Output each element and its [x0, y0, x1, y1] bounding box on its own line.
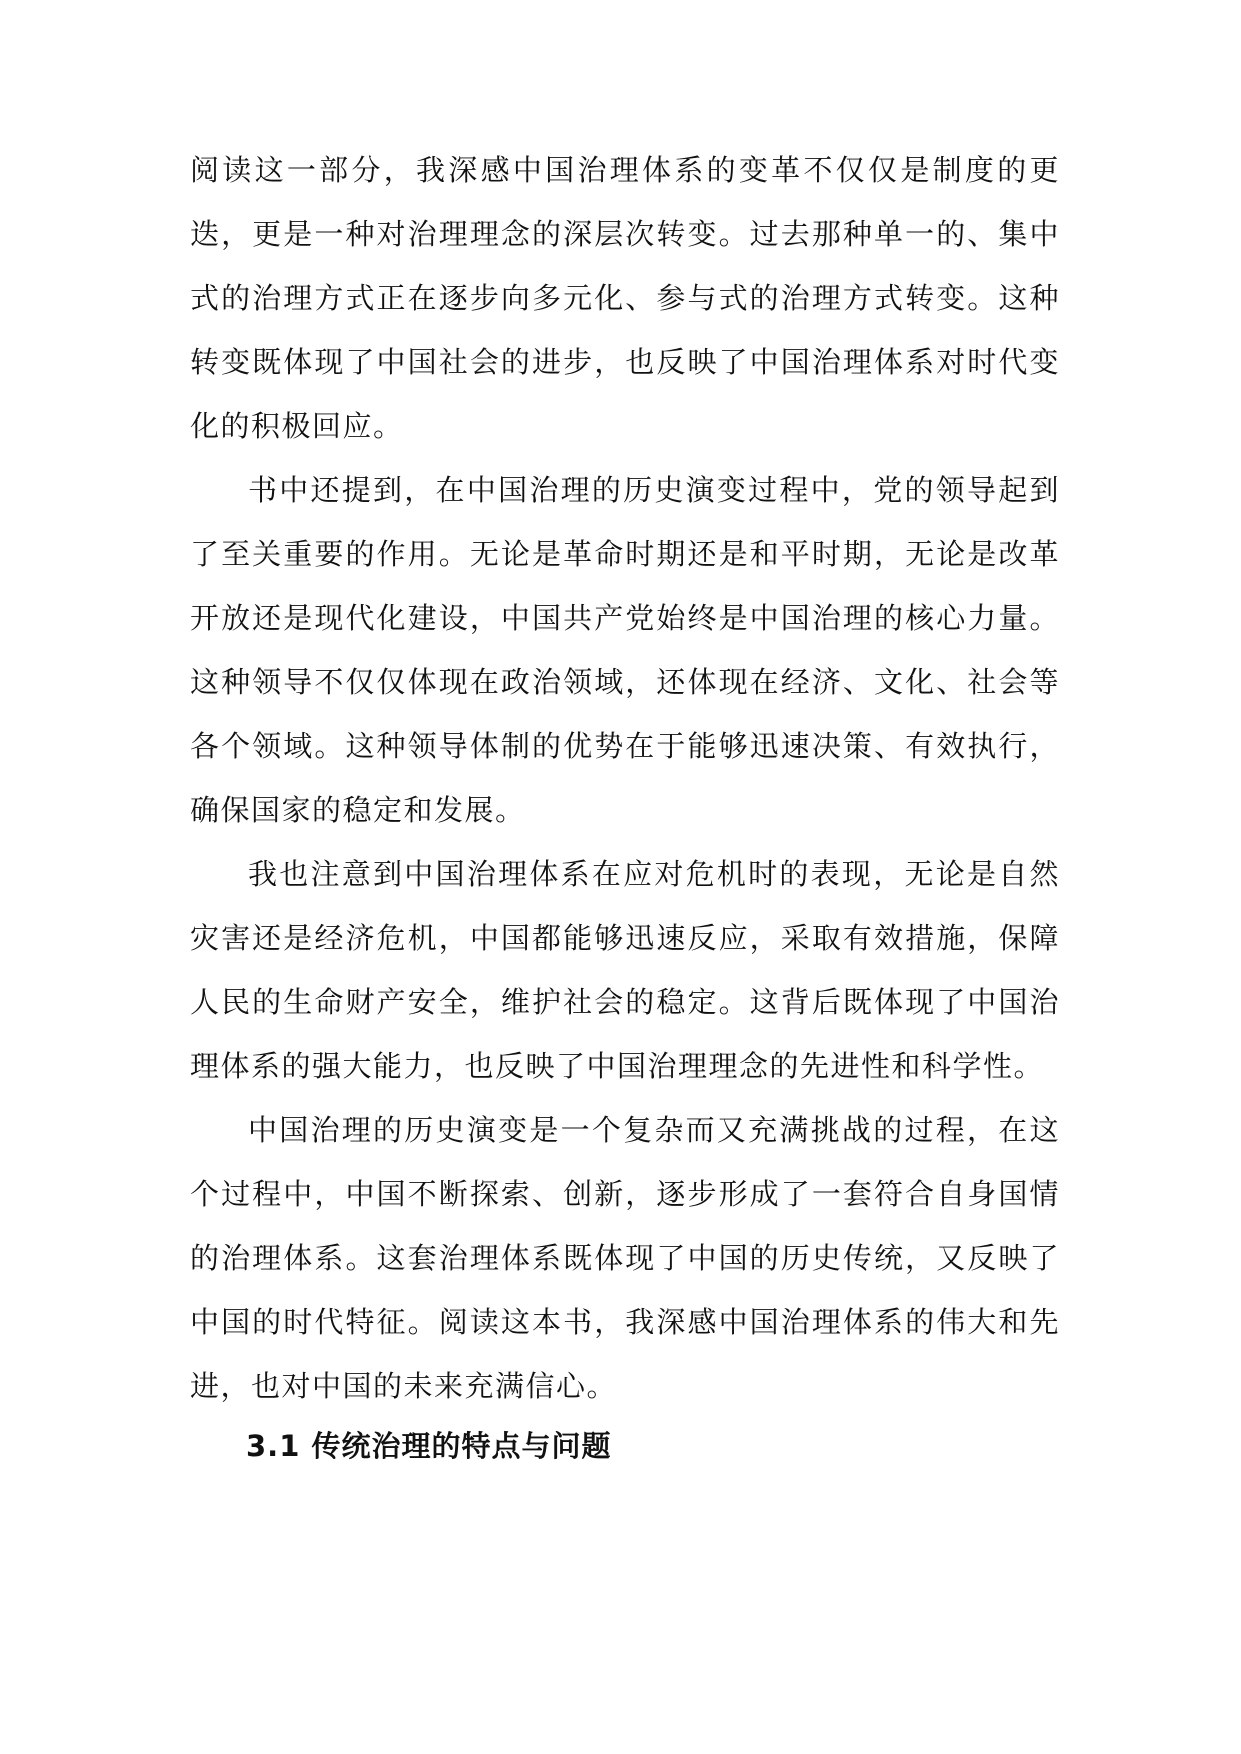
paragraph-4: 中国治理的历史演变是一个复杂而又充满挑战的过程，在这个过程中，中国不断探索、创新，逐步形成了一套符合自身国情的治理体系。这套治理体系既体现了中国的历史传统，又反映了中国的时代特征。阅读这本书，我深感中国治理体系的伟大和先进，也对中国的未来充满信心。	[190, 1113, 1060, 1403]
document-body	[190, 138, 1060, 1418]
paragraph-1: 阅读这一部分，我深感中国治理体系的变革不仅仅是制度的更迭，更是一种对治理理念的深层次转变。过去那种单一的、集中式的治理方式正在逐步向多元化、参与式的治理方式转变。这种转变既体现了中国社会的进步，也反映了中国治理体系对时代变化的积极回应。	[190, 153, 1060, 443]
paragraph-3: 我也注意到中国治理体系在应对危机时的表现，无论是自然灾害还是经济危机，中国都能够迅速反应，采取有效措施，保障人民的生命财产安全，维护社会的稳定。这背后既体现了中国治理体系的强大能力，也反映了中国治理理念的先进性和科学性。	[190, 857, 1060, 1083]
paragraph-2: 书中还提到，在中国治理的历史演变过程中，党的领导起到了至关重要的作用。无论是革命时期还是和平时期，无论是改革开放还是现代化建设，中国共产党始终是中国治理的核心力量。这种领导不仅仅体现在政治领域，还体现在经济、文化、社会等各个领域。这种领导体制的优势在于能够迅速决策、有效执行，确保国家的稳定和发展。	[190, 473, 1060, 827]
section-heading: 3.1 传统治理的特点与问题	[246, 1429, 612, 1463]
